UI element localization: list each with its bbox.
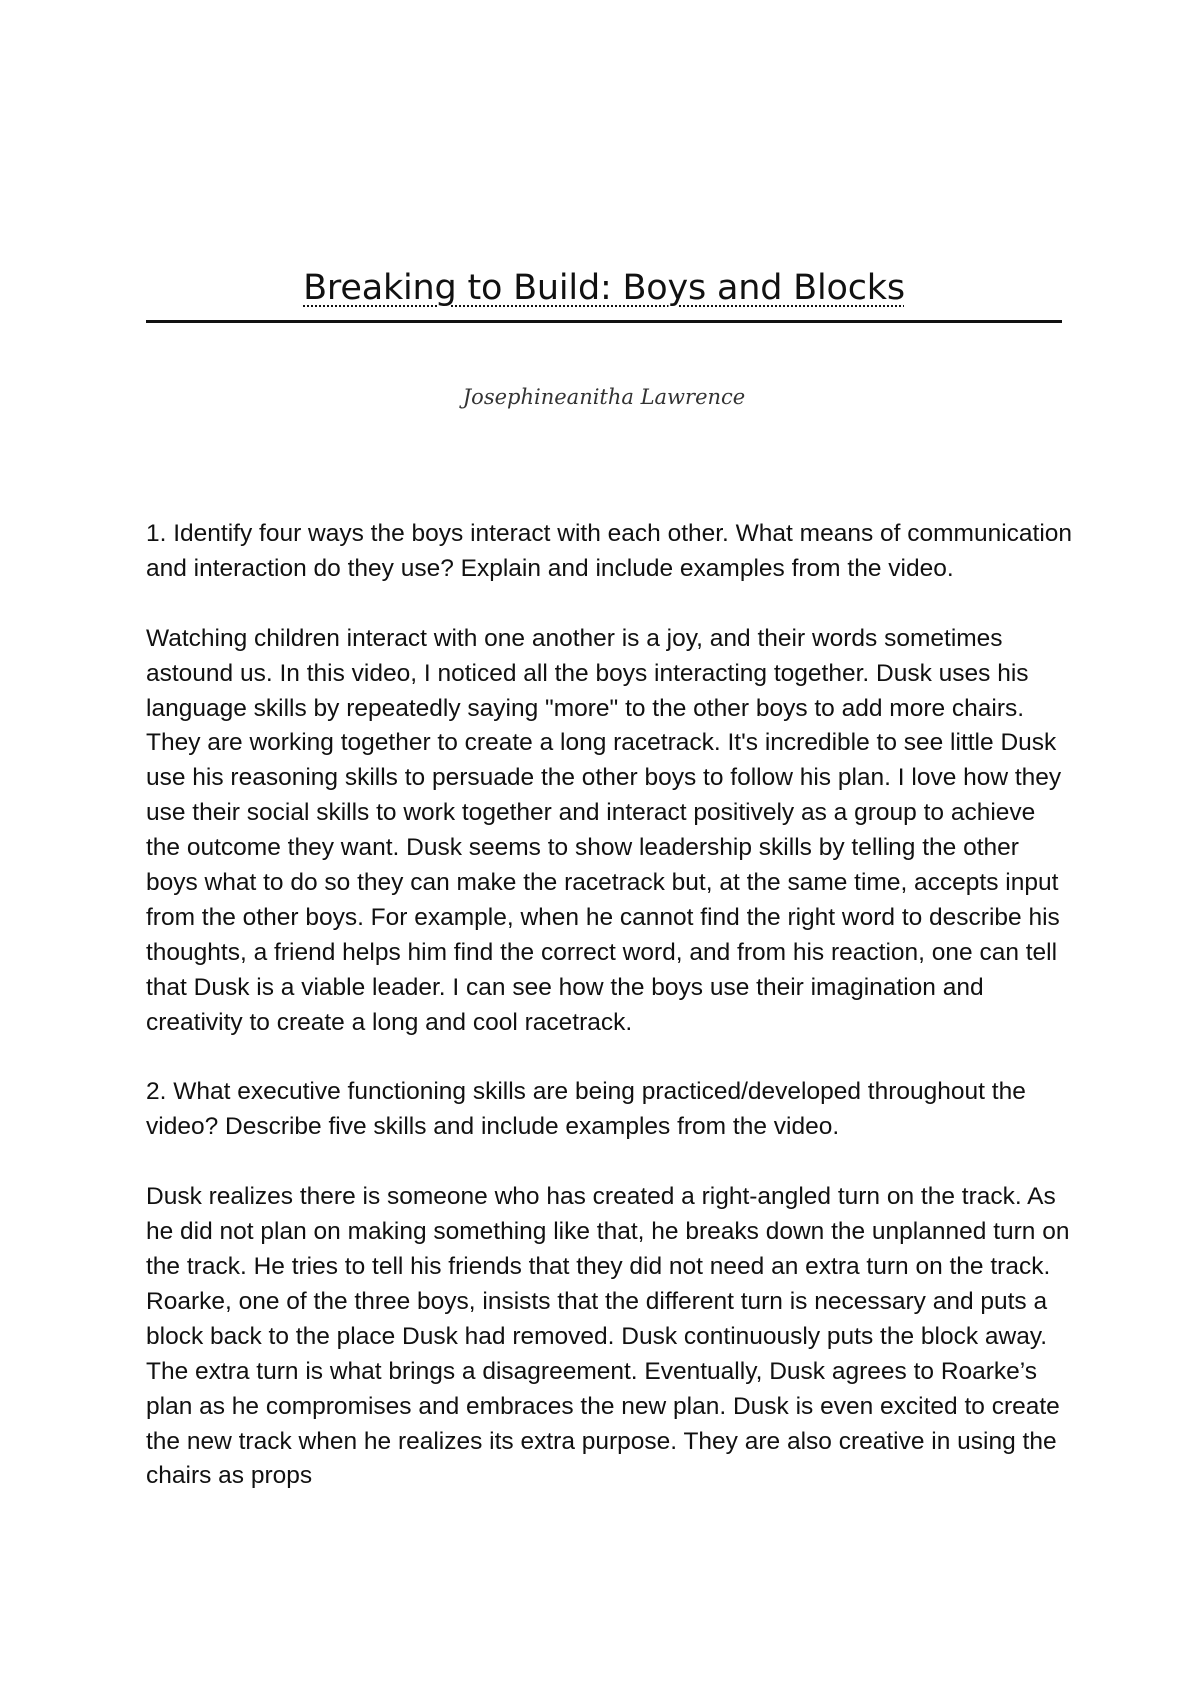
question-1: 1. Identify four ways the boys interact with each other. What means of communication and interaction do they use? Explain and include examples from the video. xyxy=(146,520,1073,582)
answer-1: Watching children interact with one another is a joy, and their words sometimes astound us. In this video, I noticed all the boys interacting together. Dusk uses his language skills by repeatedly saying "more" to the other boys to add more chairs. They are working together to create a long racetrack. It's incredible to see little Dusk use his reasoning skills to persuade the other boys to follow his plan. I love how they use their social skills to work together and interact positively as a group to achieve the outcome they want. Dusk seems to show leadership skills by telling the other boys what to do so they can make the racetrack but, at the same time, accepts input from the other boys. For example, when he cannot find the right word to describe his thoughts, a friend helps him find the correct word, and from his reaction, one can tell that Dusk is a viable leader. I can see how the boys use their imagination and creativity to create a long and cool racetrack. xyxy=(146,624,1062,1036)
document-body xyxy=(146,517,1076,1494)
question-2: 2. What executive functioning skills are being practiced/developed throughout the video? Describe five skills and include examples from the video. xyxy=(146,1078,1026,1141)
answer-2: Dusk realizes there is someone who has created a right-angled turn on the track. As he did not plan on making something like that, he breaks down the unplanned turn on the track. He tries to tell his friends that they did not need an extra turn on the track. Roarke, one of the three boys, insists that the different turn is necessary and puts a block back to the place Dusk had removed. Dusk continuously puts the block away. The extra turn is what brings a disagreement. Eventually, Dusk agrees to Roarke’s plan as he compromises and embraces the new plan. Dusk is even excited to create the new track when he realizes its extra purpose. They are also creative in using the chairs as props xyxy=(146,1183,1070,1490)
document-title: Breaking to Build: Boys and Blocks xyxy=(303,268,905,308)
title-divider xyxy=(146,320,1062,323)
title-block xyxy=(146,268,1062,308)
author-name: Josephineanitha Lawrence xyxy=(462,385,746,409)
